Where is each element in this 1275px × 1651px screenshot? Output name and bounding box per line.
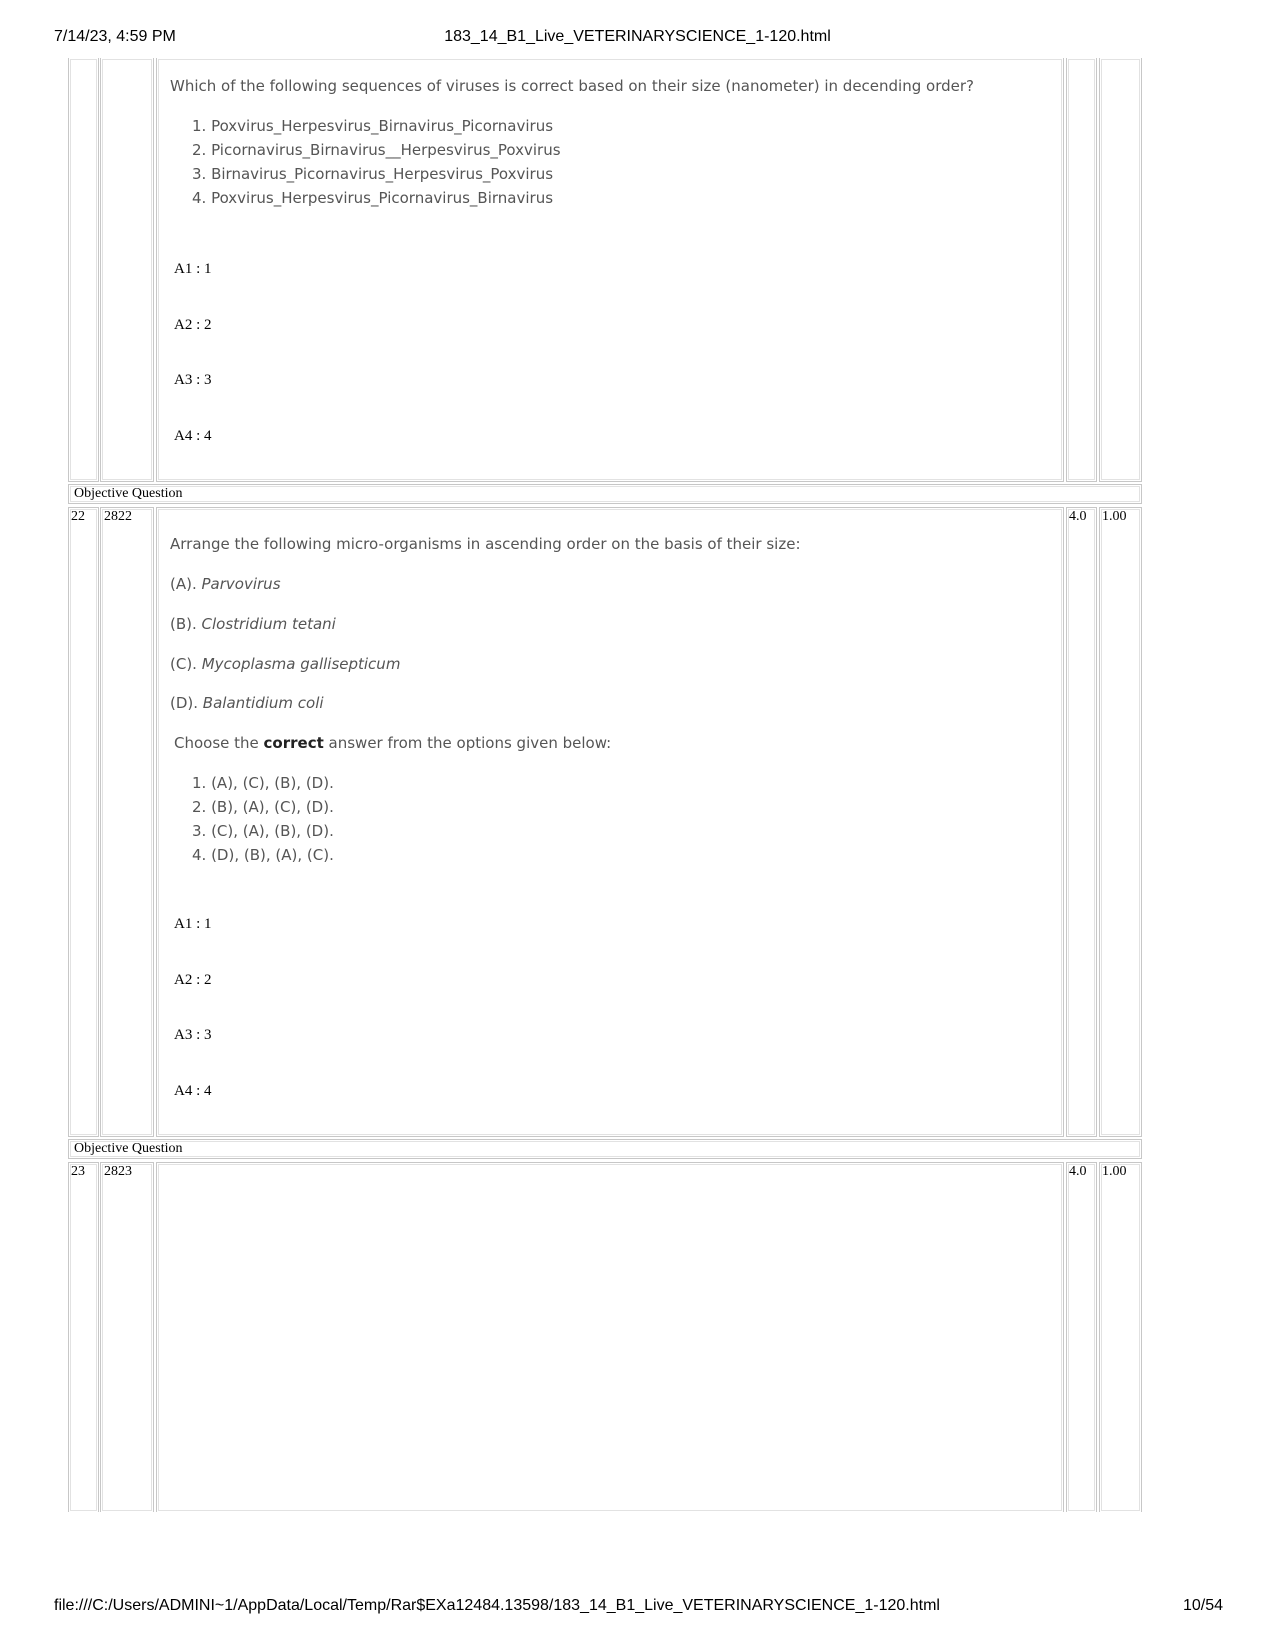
q23-negative-marks: 1.00: [1102, 1164, 1127, 1179]
q23-qid-cell: [100, 1162, 154, 1512]
q22-answer-2: A2 : 2: [174, 972, 212, 988]
q21-question-text: Which of the following sequences of viruses is correct based on their size (nanometer) in decending order?: [170, 77, 974, 95]
q23-marks: 4.0: [1069, 1164, 1087, 1179]
q21-answer-3: A3 : 3: [174, 372, 212, 388]
q22-type-label: Objective Question: [74, 486, 183, 501]
file-path: file:///C:/Users/ADMINI~1/AppData/Local/Temp/Rar$EXa12484.13598/183_14_B1_Live_VETERINARYSCIENCE_1-120.html: [54, 1597, 940, 1614]
q22-option-2: 2. (B), (A), (C), (D).: [192, 798, 334, 816]
q22-negative-cell: [1099, 507, 1142, 1137]
q21-option-2: 2. Picornavirus_Birnavirus__Herpesvirus_Poxvirus: [192, 141, 561, 159]
q22-option-1: 1. (A), (C), (B), (D).: [192, 774, 334, 792]
q23-body-cell: [156, 1162, 1064, 1512]
q22-option-3: 3. (C), (A), (B), (D).: [192, 822, 334, 840]
q21-option-1: 1. Poxvirus_Herpesvirus_Birnavirus_Picornavirus: [192, 117, 554, 135]
q22-item-d: (D). Balantidium coli: [170, 694, 324, 712]
q22-answer-1: A1 : 1: [174, 916, 212, 932]
print-datetime: 7/14/23, 4:59 PM: [54, 28, 176, 45]
q22-negative-marks: 1.00: [1102, 509, 1127, 524]
q23-marks-cell: [1066, 1162, 1097, 1512]
q22-item-a: (A). Parvovirus: [170, 575, 281, 593]
q22-item-b: (B). Clostridium tetani: [170, 615, 336, 633]
q22-question-intro: Arrange the following micro-organisms in ascending order on the basis of their size:: [170, 535, 801, 553]
q22-choose-instruction: Choose the correct answer from the options given below:: [174, 734, 612, 752]
q23-question-id: 2823: [104, 1164, 132, 1179]
q22-option-4: 4. (D), (B), (A), (C).: [192, 846, 334, 864]
q21-answer-1: A1 : 1: [174, 261, 212, 277]
q21-marks-cell: [1066, 58, 1097, 482]
q23-type-row: [68, 1139, 1142, 1159]
q22-item-c: (C). Mycoplasma gallisepticum: [170, 655, 401, 673]
q22-marks: 4.0: [1069, 509, 1087, 524]
q21-answer-4: A4 : 4: [174, 428, 212, 444]
q22-serial-number: 22: [71, 509, 85, 524]
document-title: 183_14_B1_Live_VETERINARYSCIENCE_1-120.html: [444, 28, 831, 45]
q22-question-id: 2822: [104, 509, 132, 524]
q22-marks-cell: [1066, 507, 1097, 1137]
q21-option-4: 4. Poxvirus_Herpesvirus_Picornavirus_Birnavirus: [192, 189, 554, 207]
q23-type-label: Objective Question: [74, 1141, 183, 1156]
q21-sno-cell: [68, 58, 99, 482]
q23-negative-cell: [1099, 1162, 1142, 1512]
q22-answer-3: A3 : 3: [174, 1027, 212, 1043]
q21-option-3: 3. Birnavirus_Picornavirus_Herpesvirus_Poxvirus: [192, 165, 554, 183]
q21-answer-2: A2 : 2: [174, 317, 212, 333]
q22-type-row: [68, 484, 1142, 504]
q23-sno-cell: [68, 1162, 99, 1512]
q22-sno-cell: [68, 507, 99, 1137]
q22-qid-cell: [100, 507, 154, 1137]
q21-qid-cell: [100, 58, 154, 482]
q21-negative-cell: [1099, 58, 1142, 482]
page-number: 10/54: [1182, 1597, 1223, 1614]
q23-serial-number: 23: [71, 1164, 85, 1179]
q22-answer-4: A4 : 4: [174, 1083, 212, 1099]
